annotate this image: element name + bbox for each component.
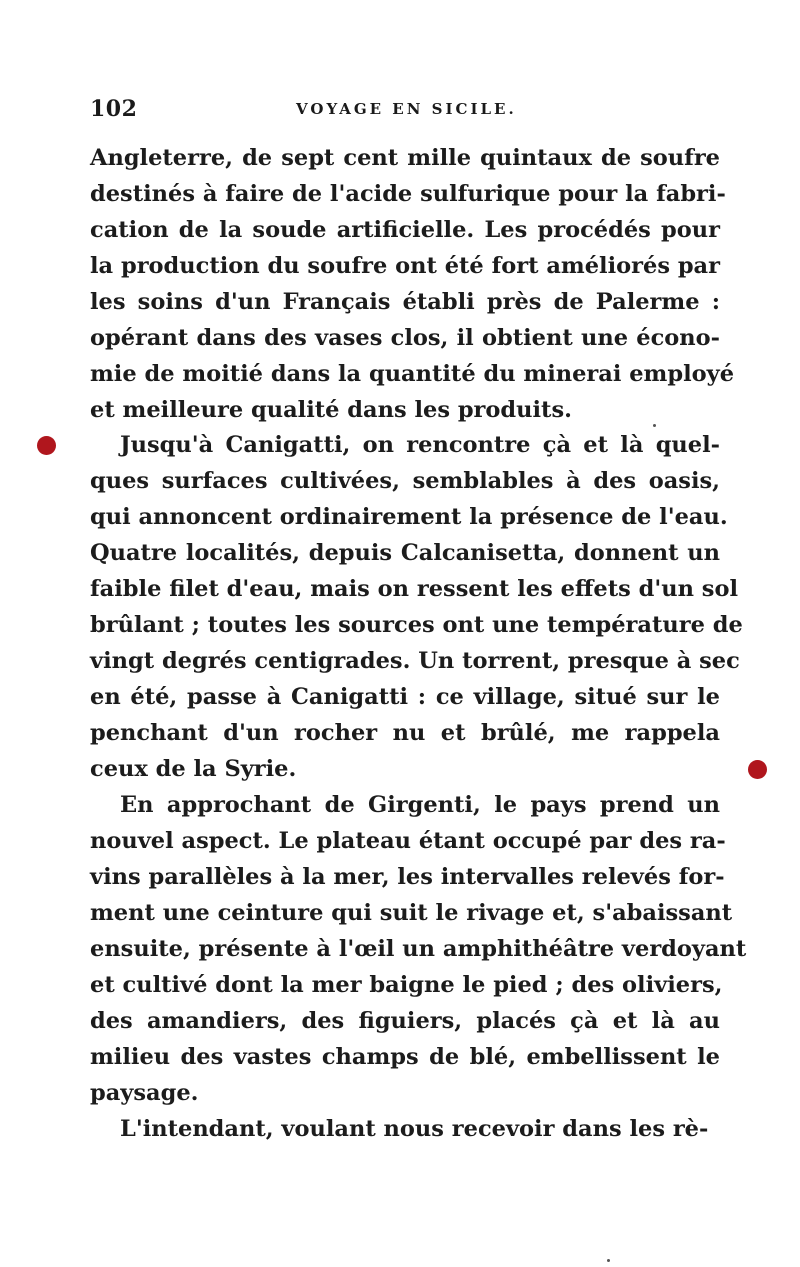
- running-title: VOYAGE EN SICILE.: [296, 100, 517, 118]
- text-line: vins parallèles à la mer, les intervalles relevés for-: [90, 864, 725, 890]
- text-line: ques surfaces cultivées, semblables à des oasis,: [90, 468, 720, 494]
- paper-speck: [607, 1259, 610, 1262]
- text-line: ment une ceinture qui suit le rivage et, s'abaissant: [90, 900, 733, 926]
- left-margin-marker: [37, 436, 56, 455]
- text-line: et cultivé dont la mer baigne le pied ; des oliviers,: [90, 972, 723, 998]
- text-line: faible filet d'eau, mais on ressent les effets d'un sol: [90, 576, 739, 602]
- text-line: les soins d'un Français établi près de Palerme :: [90, 289, 720, 315]
- paragraph-first-line: L'intendant, voulant nous recevoir dans les rè-: [120, 1116, 709, 1142]
- text-line: cation de la soude artificielle. Les procédés pour: [90, 217, 720, 243]
- text-line: penchant d'un rocher nu et brûlé, me rappela: [90, 720, 720, 746]
- paper-speck: [653, 424, 656, 427]
- text-line: ceux de la Syrie.: [90, 756, 297, 782]
- text-line: la production du soufre ont été fort améliorés par: [90, 253, 720, 279]
- right-margin-marker: [748, 760, 767, 779]
- running-head: [90, 96, 720, 124]
- text-line: opérant dans des vases clos, il obtient une écono-: [90, 325, 720, 351]
- text-line: brûlant ; toutes les sources ont une température de: [90, 612, 743, 638]
- page-number: 102: [90, 96, 138, 122]
- text-line: vingt degrés centigrades. Un torrent, presque à sec: [90, 648, 740, 674]
- text-line: Quatre localités, depuis Calcanisetta, donnent un: [90, 540, 720, 566]
- text-line: Angleterre, de sept cent mille quintaux de soufre: [90, 145, 720, 171]
- text-line: milieu des vastes champs de blé, embellissent le: [90, 1044, 720, 1070]
- text-line: en été, passe à Canigatti : ce village, situé sur le: [90, 684, 720, 710]
- text-line: et meilleure qualité dans les produits.: [90, 397, 572, 423]
- text-line: des amandiers, des figuiers, placés çà et là au: [90, 1008, 720, 1034]
- paragraph-first-line: En approchant de Girgenti, le pays prend un: [120, 792, 720, 818]
- paragraph-first-line: Jusqu'à Canigatti, on rencontre çà et là quel-: [120, 432, 720, 458]
- text-line: qui annoncent ordinairement la présence de l'eau.: [90, 504, 728, 530]
- text-line: paysage.: [90, 1080, 199, 1106]
- text-line: mie de moitié dans la quantité du minerai employé: [90, 361, 735, 387]
- text-line: nouvel aspect. Le plateau étant occupé par des ra-: [90, 828, 726, 854]
- text-line: destinés à faire de l'acide sulfurique pour la fabri-: [90, 181, 726, 207]
- text-line: ensuite, présente à l'œil un amphithéâtre verdoyant: [90, 936, 747, 962]
